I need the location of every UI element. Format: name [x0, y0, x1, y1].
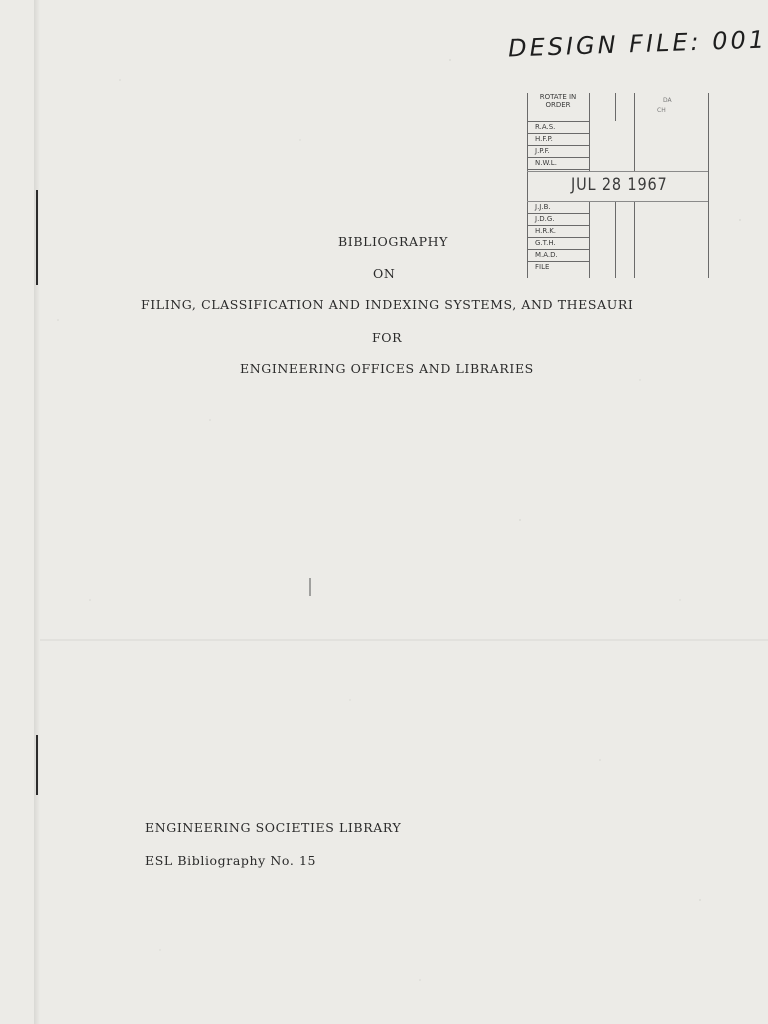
title-for: FOR [372, 330, 403, 345]
title-audience: ENGINEERING OFFICES AND LIBRARIES [240, 361, 534, 376]
stamp-initials: H.R.K. [527, 225, 590, 238]
stamp-corner-sub-label: CH [657, 107, 666, 114]
routing-stamp [527, 93, 710, 278]
title-bibliography: BIBLIOGRAPHY [338, 234, 448, 249]
stamp-initials: J.J.B. [527, 201, 590, 214]
stamp-initials: G.T.H. [527, 237, 590, 250]
stamp-initials: M.A.D. [527, 249, 590, 262]
received-date-stamp: JUL 28 1967 [571, 175, 668, 195]
stamp-corner-label: DA [663, 97, 672, 104]
title-subject: FILING, CLASSIFICATION AND INDEXING SYSTEMS, AND THESAURI [141, 297, 634, 312]
series-number: ESL Bibliography No. 15 [145, 853, 317, 868]
stamp-initials: J.P.F. [527, 145, 590, 158]
stamp-initials: R.A.S. [527, 121, 590, 134]
stamp-initials: FILE [535, 263, 550, 271]
stamp-initials: J.D.G. [527, 213, 590, 226]
rotate-in-order-label: ROTATE IN ORDER [527, 93, 589, 122]
title-on: ON [373, 266, 396, 281]
stamp-initials: N.W.L. [527, 157, 590, 170]
handwritten-file-label: DESIGN FILE: 001 [507, 25, 768, 63]
stamp-initials: H.F.P. [527, 133, 590, 146]
publisher-name: ENGINEERING SOCIETIES LIBRARY [145, 820, 402, 835]
page-left-edge [34, 0, 40, 1024]
binding-mark [36, 190, 38, 285]
binding-mark [36, 735, 38, 795]
